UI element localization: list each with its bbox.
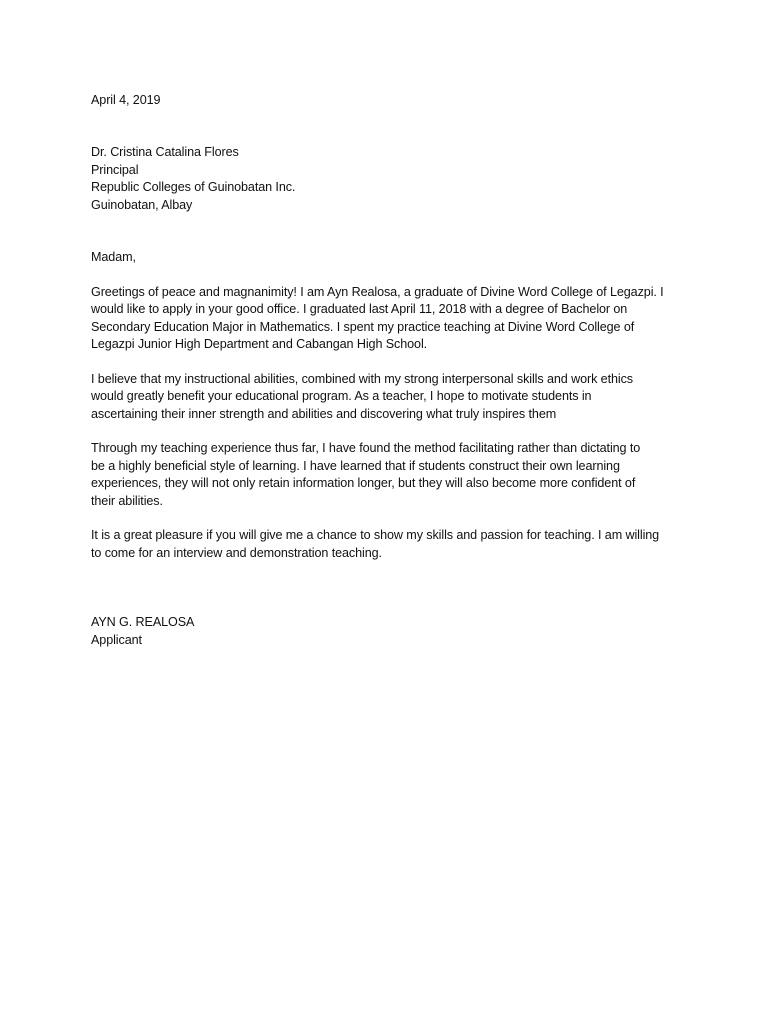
paragraph-line: to come for an interview and demonstration teaching.: [91, 545, 382, 560]
paragraph-line: their abilities.: [91, 493, 163, 508]
paragraph-line: Greetings of peace and magnanimity! I am Ayn Realosa, a graduate of Divine Word College of Legazpi. I: [91, 284, 664, 299]
letter-date: April 4, 2019: [91, 93, 161, 107]
paragraph-line: would greatly benefit your educational program. As a teacher, I hope to motivate students in: [91, 389, 592, 404]
signature-title: Applicant: [91, 632, 142, 647]
salutation: Madam,: [91, 250, 136, 265]
paragraph-abilities: [91, 371, 681, 423]
paragraph-teaching-experience: [91, 440, 681, 510]
paragraph-line: ascertaining their inner strength and abilities and discovering what truly inspires them: [91, 406, 557, 421]
paragraph-line: would like to apply in your good office. I graduated last April 11, 2018 with a degree of Bachelor on: [91, 302, 628, 317]
signature-name: AYN G. REALOSA: [91, 615, 195, 630]
paragraph-closing: [91, 527, 681, 562]
paragraph-line: be a highly beneficial style of learning. I have learned that if students construct their own learning: [91, 458, 620, 473]
paragraph-line: experiences, they will not only retain information longer, but they will also become more confident of: [91, 476, 636, 491]
paragraph-line: I believe that my instructional abilities, combined with my strong interpersonal skills and work ethics: [91, 371, 633, 386]
paragraph-introduction: [91, 284, 681, 354]
recipient-block: [91, 144, 681, 214]
paragraph-line: Legazpi Junior High Department and Cabangan High School.: [91, 337, 428, 352]
recipient-position: Principal: [91, 162, 139, 177]
paragraph-line: It is a great pleasure if you will give me a chance to show my skills and passion for teaching. I am willing: [91, 528, 660, 543]
recipient-institution: Republic Colleges of Guinobatan Inc.: [91, 180, 296, 195]
paragraph-line: Secondary Education Major in Mathematics. I spent my practice teaching at Divine Word College of: [91, 319, 635, 334]
signature-block: [91, 614, 681, 649]
application-letter: [91, 92, 681, 649]
recipient-address: Guinobatan, Albay: [91, 197, 193, 212]
paragraph-line: Through my teaching experience thus far, I have found the method facilitating rather than dictating to: [91, 441, 641, 456]
recipient-name: Dr. Cristina Catalina Flores: [91, 145, 239, 160]
